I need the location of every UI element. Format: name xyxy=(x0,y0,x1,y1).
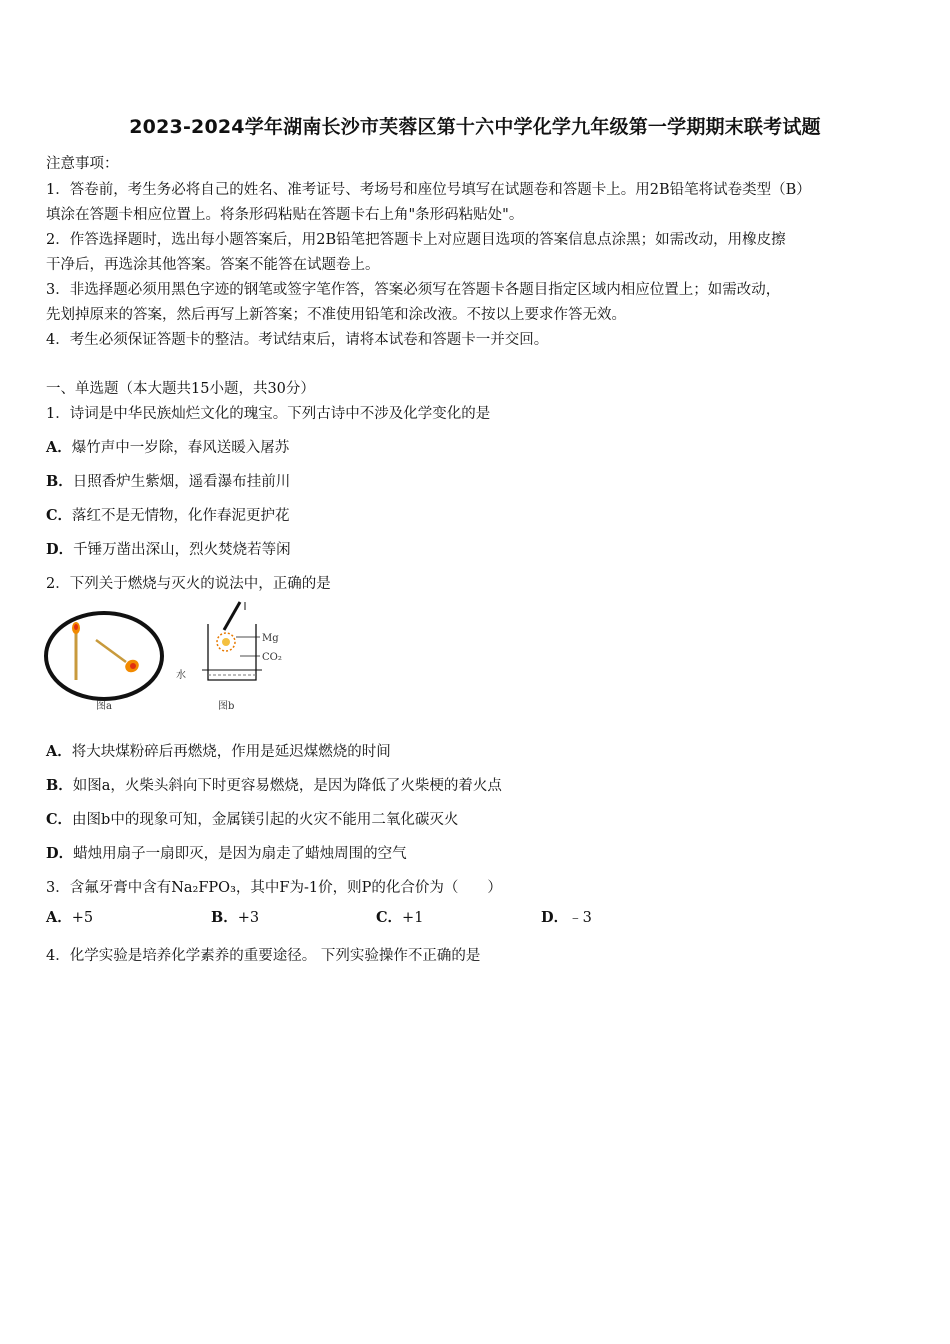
option-letter: B． xyxy=(46,473,73,490)
q2-option-c xyxy=(46,808,458,829)
figure-a xyxy=(46,613,162,712)
option-letter: C． xyxy=(46,811,73,828)
q3-option-a xyxy=(46,906,93,927)
option-letter: D． xyxy=(541,909,569,926)
option-letter: A． xyxy=(46,909,72,926)
q3-options xyxy=(46,906,646,928)
co2-label: CO₂ xyxy=(262,652,282,663)
notice-line: 4．考生必须保证答题卡的整洁。考试结束后，请将本试卷和答题卡一并交回。 xyxy=(46,332,549,348)
page-title: 2023-2024学年湖南长沙市芙蓉区第十六中学化学九年级第一学期期末联考试题 xyxy=(129,116,821,138)
option-text: 千锤万凿出深山，烈火焚烧若等闲 xyxy=(73,542,291,558)
option-text: ﹣3 xyxy=(568,910,592,926)
option-letter: C． xyxy=(46,507,73,524)
option-text: 如图a，火柴头斜向下时更容易燃烧，是因为降低了火柴梗的着火点 xyxy=(72,778,502,794)
notice-line: 2．作答选择题时，选出每小题答案后，用2B铅笔把答题卡上对应题目选项的答案信息点涂黑；如需改动，用橡皮擦 xyxy=(46,232,786,248)
q1-option-d xyxy=(46,538,291,559)
option-letter: A． xyxy=(46,743,72,760)
notice-heading: 注意事项： xyxy=(46,156,119,172)
option-letter: C． xyxy=(376,909,403,926)
q2-figure xyxy=(40,600,300,718)
option-letter: B． xyxy=(46,777,73,794)
combustion-diagram xyxy=(40,600,300,718)
option-text: +1 xyxy=(402,910,424,926)
q3-option-c xyxy=(376,906,423,927)
option-text: 将大块煤粉碎后再燃烧，作用是延迟煤燃烧的时间 xyxy=(71,744,391,760)
question-3-stem: 3．含氟牙膏中含有Na₂FPO₃，其中F为-1价，则P的化合价为（ ） xyxy=(46,880,502,896)
q2-option-b xyxy=(46,774,502,795)
q3-option-d xyxy=(541,906,592,927)
q1-option-c xyxy=(46,504,290,525)
option-text: +3 xyxy=(237,910,260,926)
notice-line: 填涂在答题卡相应位置上。将条形码粘贴在答题卡右上角"条形码粘贴处"。 xyxy=(46,207,524,223)
q2-option-a xyxy=(46,740,391,761)
option-text: 日照香炉生紫烟，遥看瀑布挂前川 xyxy=(72,474,291,490)
q3-option-b xyxy=(211,906,259,927)
q1-option-b xyxy=(46,470,290,491)
notice-line: 先划掉原来的答案，然后再写上新答案；不准使用铅笔和涂改液。不按以上要求作答无效。 xyxy=(46,307,626,323)
option-text: 落红不是无情物，化作春泥更护花 xyxy=(72,508,290,524)
notice-line: 3．非选择题必须用黑色字迹的钢笔或签字笔作答，答案必须写在答题卡各题目指定区域内相应位置上；如需改动， xyxy=(46,282,781,298)
question-1-stem: 1．诗词是中华民族灿烂文化的瑰宝。下列古诗中不涉及化学变化的是 xyxy=(46,406,491,422)
q1-option-a xyxy=(46,436,289,457)
mg-label: Mg xyxy=(262,633,279,644)
figure-b-label: 图b xyxy=(218,701,235,712)
water-label: 水 xyxy=(176,670,186,681)
figure-b xyxy=(176,602,282,712)
option-letter: A． xyxy=(46,439,72,456)
option-text: 蜡烛用扇子一扇即灭，是因为扇走了蜡烛周围的空气 xyxy=(73,846,407,862)
option-letter: D． xyxy=(46,541,74,558)
option-letter: D． xyxy=(46,845,74,862)
figure-a-label: 图a xyxy=(96,701,112,712)
question-2-stem: 2．下列关于燃烧与灭火的说法中，正确的是 xyxy=(46,576,331,592)
question-4-stem: 4．化学实验是培养化学素养的重要途径。 下列实验操作不正确的是 xyxy=(46,948,481,964)
q2-option-d xyxy=(46,842,407,863)
notice-line: 干净后，再选涂其他答案。答案不能答在试题卷上。 xyxy=(46,257,380,273)
notice-line: 1．答卷前，考生务必将自己的姓名、准考证号、考场号和座位号填写在试题卷和答题卡上。用2B铅笔将试卷类型（B） xyxy=(46,182,811,198)
option-text: 由图b中的现象可知，金属镁引起的火灾不能用二氧化碳灭火 xyxy=(72,812,459,828)
section-heading: 一、单选题（本大题共15小题，共30分） xyxy=(46,381,315,397)
option-text: +5 xyxy=(71,910,94,926)
option-text: 爆竹声中一岁除，春风送暖入屠苏 xyxy=(71,440,290,456)
option-letter: B． xyxy=(211,909,238,926)
